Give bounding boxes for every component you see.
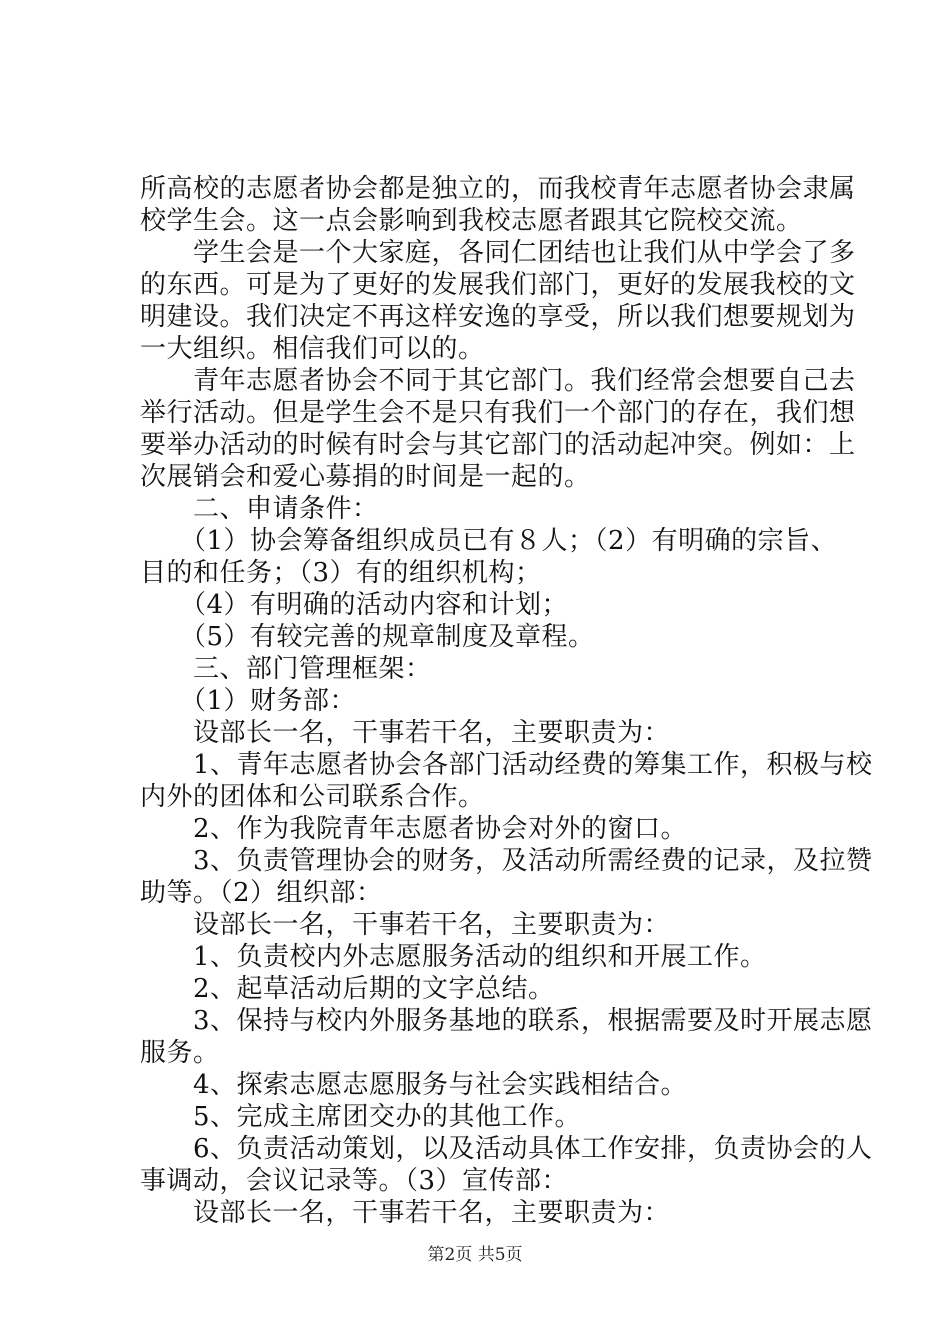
- body-text-line: 的东西。可是为了更好的发展我们部门，更好的发展我校的文: [140, 270, 856, 300]
- body-text-line: （5）有较完善的规章制度及章程。: [140, 622, 595, 652]
- page-footer: 第2页 共5页: [427, 1245, 523, 1265]
- body-text-line: 6、负责活动策划，以及活动具体工作安排，负责协会的人: [140, 1134, 873, 1164]
- body-text-line: 3、保持与校内外服务基地的联系，根据需要及时开展志愿: [140, 1006, 873, 1036]
- body-text-line: 次展销会和爱心募捐的时间是一起的。: [140, 462, 591, 492]
- subsection-heading: （1）财务部：: [140, 686, 357, 716]
- body-text-line: （4）有明确的活动内容和计划；: [140, 590, 569, 620]
- section-heading: 二、申请条件：: [140, 494, 379, 524]
- body-text-line: 内外的团体和公司联系合作。: [140, 782, 485, 812]
- body-text-line: 学生会是一个大家庭，各同仁团结也让我们从中学会了多: [140, 238, 856, 268]
- section-heading: 三、部门管理框架：: [140, 654, 432, 684]
- body-text-line: 事调动，会议记录等。（3）宣传部：: [140, 1166, 569, 1196]
- body-text-line: 服务。: [140, 1038, 220, 1068]
- body-text-line: 1、青年志愿者协会各部门活动经费的筹集工作，积极与校: [140, 750, 873, 780]
- body-text-line: 举行活动。但是学生会不是只有我们一个部门的存在，我们想: [140, 398, 856, 428]
- body-text-line: 设部长一名，干事若干名，主要职责为：: [140, 910, 671, 940]
- body-text-line: 设部长一名，干事若干名，主要职责为：: [140, 718, 671, 748]
- body-text-line: 校学生会。这一点会影响到我校志愿者跟其它院校交流。: [140, 206, 803, 236]
- body-text-line: 设部长一名，干事若干名，主要职责为：: [140, 1198, 671, 1228]
- body-text-line: 助等。（2）组织部：: [140, 878, 383, 908]
- body-text-line: 2、起草活动后期的文字总结。: [140, 974, 555, 1004]
- body-text-line: 1、负责校内外志愿服务活动的组织和开展工作。: [140, 942, 767, 972]
- body-text-line: 青年志愿者协会不同于其它部门。我们经常会想要自己去: [140, 366, 856, 396]
- body-text-line: 4、探索志愿志愿服务与社会实践相结合。: [140, 1070, 688, 1100]
- body-text-line: 5、完成主席团交办的其他工作。: [140, 1102, 582, 1132]
- body-text-line: 一大组织。相信我们可以的。: [140, 334, 485, 364]
- body-text-line: 2、作为我院青年志愿者协会对外的窗口。: [140, 814, 688, 844]
- body-text-line: 3、负责管理协会的财务，及活动所需经费的记录，及拉赞: [140, 846, 873, 876]
- body-text-line: 明建设。我们决定不再这样安逸的享受，所以我们想要规划为: [140, 302, 856, 332]
- body-text-line: （1）协会筹备组织成员已有８人；（2）有明确的宗旨、: [140, 526, 838, 556]
- body-text-line: 所高校的志愿者协会都是独立的，而我校青年志愿者协会隶属: [140, 174, 856, 204]
- body-text-line: 要举办活动的时候有时会与其它部门的活动起冲突。例如：上: [140, 430, 856, 460]
- body-text-line: 目的和任务；（3）有的组织机构；: [140, 558, 542, 588]
